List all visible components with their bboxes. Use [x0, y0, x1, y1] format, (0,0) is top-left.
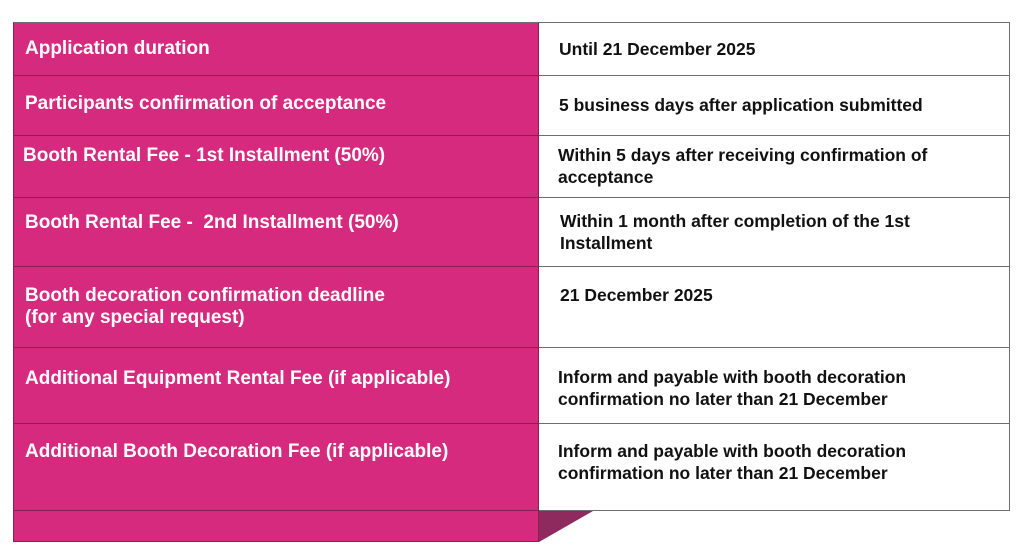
row-label: Booth decoration confirmation deadline (for any special request): [25, 285, 385, 328]
row-value: Inform and payable with booth decoration confirmation no later than 21 December: [558, 441, 907, 483]
row-value: Within 5 days after receiving confirmation of acceptance: [558, 145, 928, 187]
table-footer-bar: [13, 511, 539, 542]
label-cell: [13, 22, 539, 76]
value-cell: [539, 198, 1010, 267]
label-cell: [13, 76, 539, 136]
value-cell: [539, 424, 1010, 511]
row-label: Additional Booth Decoration Fee (if applicable): [25, 441, 449, 462]
table-row: [13, 267, 1010, 348]
label-cell: [13, 136, 539, 198]
table-row: [13, 424, 1010, 511]
value-cell: [539, 348, 1010, 424]
table-row: [13, 348, 1010, 424]
label-cell: [13, 348, 539, 424]
table-row: [13, 76, 1010, 136]
row-label: Booth Rental Fee - 2nd Installment (50%): [25, 212, 399, 233]
value-cell: [539, 267, 1010, 348]
row-value: 21 December 2025: [560, 285, 713, 305]
fold-corner-decoration: [539, 511, 599, 542]
row-value: Until 21 December 2025: [559, 39, 756, 59]
row-label: Booth Rental Fee - 1st Installment (50%): [23, 145, 386, 166]
schedule-table: [13, 22, 1010, 542]
row-label: Additional Equipment Rental Fee (if applicable): [25, 368, 451, 389]
table-row: [13, 136, 1010, 198]
row-value: Inform and payable with booth decoration confirmation no later than 21 December: [558, 367, 907, 409]
label-cell: [13, 424, 539, 511]
label-cell: [13, 198, 539, 267]
value-cell: [539, 136, 1010, 198]
row-label: Participants confirmation of acceptance: [25, 93, 387, 114]
value-cell: [539, 76, 1010, 136]
table-row: [13, 198, 1010, 267]
row-label: Application duration: [25, 38, 210, 59]
row-value: 5 business days after application submitted: [559, 95, 923, 115]
row-value: Within 1 month after completion of the 1st Installment: [560, 211, 910, 253]
table-row: [13, 22, 1010, 76]
value-cell: [539, 22, 1010, 76]
label-cell: [13, 267, 539, 348]
